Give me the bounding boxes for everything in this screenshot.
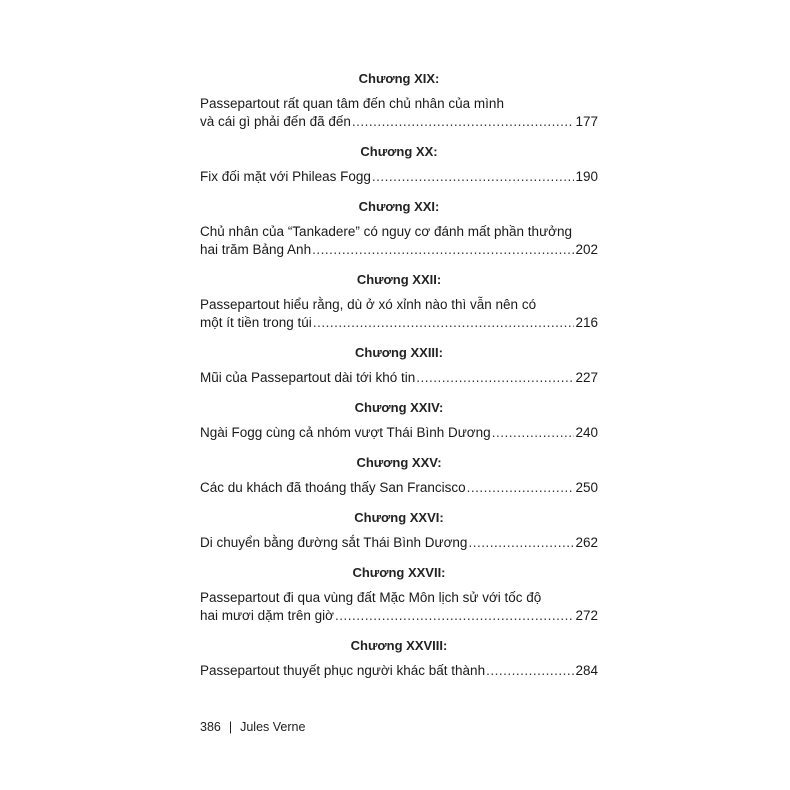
- entry-title-with-page: [200, 424, 598, 442]
- chapter-heading: Chương XXVII:: [352, 565, 446, 580]
- entry-title-line: Các du khách đã thoáng thấy San Francisco: [200, 480, 466, 495]
- entry-title-line: một ít tiền trong túi: [200, 315, 312, 330]
- dot-leader: [486, 662, 574, 680]
- chapter-heading: Chương XIX:: [358, 71, 440, 86]
- entry-title-line: Chủ nhân của “Tankadere” có nguy cơ đánh mất phần thưởng: [200, 224, 572, 239]
- entry-title-with-page: [200, 241, 598, 259]
- page-footer: [200, 720, 305, 734]
- entry-title-with-page: [200, 113, 598, 131]
- chapter-heading: Chương XXII:: [356, 272, 442, 287]
- toc-entry: [200, 271, 598, 332]
- toc-entry: [200, 143, 598, 186]
- entry-title-with-page: [200, 662, 598, 680]
- toc-entry: [200, 564, 598, 625]
- entry-page-number: 202: [575, 242, 598, 257]
- footer-separator: |: [228, 720, 233, 734]
- dot-leader: [468, 534, 574, 552]
- entry-page-number: 250: [575, 480, 598, 495]
- entry-title-line: Di chuyển bằng đường sắt Thái Bình Dương: [200, 535, 468, 550]
- entry-title-with-page: [200, 607, 598, 625]
- chapter-heading: Chương XXVI:: [354, 510, 444, 525]
- toc-entry: [200, 509, 598, 552]
- chapter-heading: Chương XXV:: [356, 455, 442, 470]
- dot-leader: [467, 479, 575, 497]
- toc-entry: [200, 454, 598, 497]
- entry-page-number: 272: [575, 608, 598, 623]
- dot-leader: [352, 113, 575, 131]
- toc-entry: [200, 198, 598, 259]
- chapter-heading: Chương XX:: [360, 144, 438, 159]
- dot-leader: [372, 168, 575, 186]
- entry-title-with-page: [200, 369, 598, 387]
- dot-leader: [335, 607, 574, 625]
- dot-leader: [492, 424, 575, 442]
- dot-leader: [313, 314, 575, 332]
- table-of-contents: [200, 70, 598, 692]
- entry-page-number: 177: [575, 114, 598, 129]
- toc-entry: [200, 344, 598, 387]
- entry-title-line: Passepartout hiểu rằng, dù ở xó xỉnh nào thì vẫn nên có: [200, 297, 537, 312]
- toc-entry: [200, 70, 598, 131]
- entry-title-line: Passepartout rất quan tâm đến chủ nhân của mình: [200, 96, 504, 111]
- footer-author: Jules Verne: [240, 720, 306, 734]
- entry-page-number: 227: [575, 370, 598, 385]
- entry-page-number: 262: [575, 535, 598, 550]
- entry-title-line: hai trăm Bảng Anh: [200, 242, 312, 257]
- entry-title-with-page: [200, 479, 598, 497]
- entry-title-line: hai mươi dặm trên giờ: [200, 608, 335, 623]
- entry-title-line: Mũi của Passepartout dài tới khó tin: [200, 370, 416, 385]
- entry-title-line: Passepartout thuyết phục người khác bất thành: [200, 663, 486, 678]
- entry-page-number: 240: [575, 425, 598, 440]
- footer-page-number: 386: [200, 720, 221, 734]
- toc-entry: [200, 637, 598, 680]
- entry-page-number: 190: [575, 169, 598, 184]
- entry-title-line: Fix đối mặt với Phileas Fogg: [200, 169, 371, 184]
- entry-title-line: Ngài Fogg cùng cả nhóm vượt Thái Bình Dương: [200, 425, 491, 440]
- entry-page-number: 284: [575, 663, 598, 678]
- entry-title-with-page: [200, 534, 598, 552]
- chapter-heading: Chương XXIV:: [354, 400, 444, 415]
- entry-page-number: 216: [575, 315, 598, 330]
- chapter-heading: Chương XXVIII:: [350, 638, 448, 653]
- dot-leader: [312, 241, 574, 259]
- entry-title-line: và cái gì phải đến đã đến: [200, 114, 351, 129]
- entry-title-line: Passepartout đi qua vùng đất Mặc Môn lịch sử với tốc độ: [200, 590, 542, 605]
- dot-leader: [416, 369, 574, 387]
- toc-entry: [200, 399, 598, 442]
- chapter-heading: Chương XXIII:: [355, 345, 443, 360]
- entry-title-with-page: [200, 314, 598, 332]
- entry-title-with-page: [200, 168, 598, 186]
- chapter-heading: Chương XXI:: [358, 199, 440, 214]
